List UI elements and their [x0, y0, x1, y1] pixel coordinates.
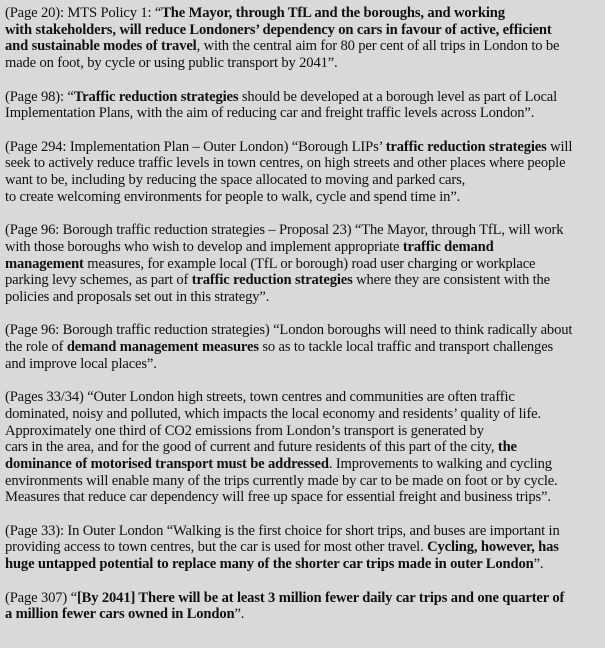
text: (Pages 33/34) “Outer London high streets, town centres and communities are often traffic: [5, 389, 515, 406]
text-line: [5, 489, 600, 506]
text: parking levy schemes, as part of: [5, 272, 192, 289]
text-line: [5, 339, 600, 356]
bold-text: and sustainable modes of travel: [5, 38, 197, 55]
text-line: [5, 606, 600, 623]
text-line: [5, 172, 600, 189]
text: policies and proposals set out in this strategy”.: [5, 288, 270, 305]
text-line: [5, 322, 600, 339]
text: (Page 307) “: [5, 589, 77, 606]
text: (Page 96: Borough traffic reduction strategies) “London boroughs will need to think radically about: [5, 322, 573, 339]
text: ”.: [533, 556, 544, 573]
text-line: [5, 38, 600, 55]
bold-text: The Mayor, through TfL and the boroughs, and working: [161, 5, 505, 21]
text-line: [5, 456, 600, 473]
text-line: [5, 105, 600, 122]
text-line: [5, 89, 600, 106]
bold-text: the: [497, 439, 517, 456]
text-line: [5, 155, 600, 172]
text: Implementation Plans, with the aim of reducing car and freight traffic levels across London”.: [5, 105, 535, 122]
bold-text: a million fewer cars owned in London: [5, 606, 235, 623]
quote-paragraph-page-98: [5, 89, 600, 122]
text-line: [5, 272, 600, 289]
text: made on foot, by cycle or using public transport by 2041”.: [5, 55, 338, 72]
text: with those boroughs who wish to develop and implement appropriate: [5, 238, 403, 255]
text-line: [5, 256, 600, 273]
text: dominated, noisy and polluted, which impacts the local economy and residents’ quality of life.: [5, 405, 542, 422]
text-line: [5, 389, 600, 406]
text: want to be, including by reducing the space allocated to moving and parked cars,: [5, 172, 466, 188]
bold-text: Cycling, however, has: [427, 539, 559, 556]
text-line: [5, 356, 600, 373]
text-line: [5, 289, 600, 306]
text-line: [5, 539, 600, 556]
text: seek to actively reduce traffic levels in town centres, on high streets and other places where people: [5, 155, 566, 172]
text: (Page 294: Implementation Plan – Outer London) “Borough LIPs’: [5, 138, 386, 155]
bold-text: dominance of motorised transport must be addressed: [5, 455, 329, 472]
text-line: [5, 189, 600, 206]
text: and improve local places”.: [5, 355, 157, 372]
bold-text: traffic reduction strategies: [385, 138, 547, 155]
text-line: [5, 222, 600, 239]
text: where they are consistent with the: [352, 272, 550, 289]
text: so as to tackle local traffic and transport challenges: [258, 339, 554, 355]
bold-text: huge untapped potential to replace many of the shorter car trips made in outer London: [5, 556, 534, 573]
bold-text: with stakeholders, will reduce Londoners’ dependency on cars in favour of active, efficient: [5, 21, 552, 38]
text: to create welcoming environments for people to walk, cycle and spend time in”.: [5, 188, 461, 205]
text-line: [5, 239, 600, 256]
quote-paragraph-pages-33-34: [5, 389, 600, 506]
text-line: [5, 5, 600, 22]
text-line: [5, 523, 600, 540]
quote-paragraph-page-96-boroughs: [5, 322, 600, 372]
quote-paragraph-page-20: [5, 5, 600, 72]
text-line: [5, 22, 600, 39]
bold-text: Traffic reduction strategies: [73, 88, 239, 105]
text: (Page 96: Borough traffic reduction strategies – Proposal 23) “The Mayor, through TfL, will work: [5, 222, 564, 239]
quote-paragraph-page-307: [5, 590, 600, 623]
quote-paragraph-page-33: [5, 523, 600, 573]
text: , with the central aim for 80 per cent of all trips in London to be: [196, 38, 560, 55]
text: ”.: [234, 606, 245, 623]
text: (Page 20): MTS Policy 1: “: [5, 5, 162, 21]
text: cars in the area, and for the good of current and future residents of this part of the city,: [5, 439, 498, 456]
text: measures, for example local (TfL or borough) road user charging or workplace: [83, 255, 536, 272]
text-line: [5, 139, 600, 156]
text: . Improvements to walking and cycling: [328, 455, 552, 472]
text-line: [5, 590, 600, 607]
text-line: [5, 423, 600, 440]
text: Approximately one third of CO2 emissions from London’s transport is generated by: [5, 422, 484, 439]
bold-text: [By 2041] There will be at least 3 million fewer daily car trips and one quarter of: [76, 589, 565, 606]
text: (Page 33): In Outer London “Walking is the first choice for short trips, and buses are important in: [5, 522, 560, 539]
bold-text: demand management measures: [66, 339, 259, 355]
text: will: [546, 138, 573, 155]
bold-text: management: [5, 255, 84, 272]
text-line: [5, 473, 600, 490]
text: (Page 98): “: [5, 88, 74, 105]
text-line: [5, 556, 600, 573]
quote-paragraph-page-96-proposal-23: [5, 222, 600, 306]
text: the role of: [5, 339, 67, 355]
text: Measures that reduce car dependency will free up space for essential freight and business trips”.: [5, 489, 551, 506]
text: should be developed at a borough level as part of Local: [238, 88, 558, 105]
text-line: [5, 406, 600, 423]
bold-text: traffic reduction strategies: [191, 272, 353, 289]
text-line: [5, 439, 600, 456]
text: environments will enable many of the trips currently made by car to be made on foot or by cycle.: [5, 472, 558, 489]
text: providing access to town centres, but the car is used for most other travel.: [5, 539, 428, 556]
bold-text: traffic demand: [402, 238, 494, 255]
quote-paragraph-page-294: [5, 139, 600, 206]
text-line: [5, 55, 600, 72]
